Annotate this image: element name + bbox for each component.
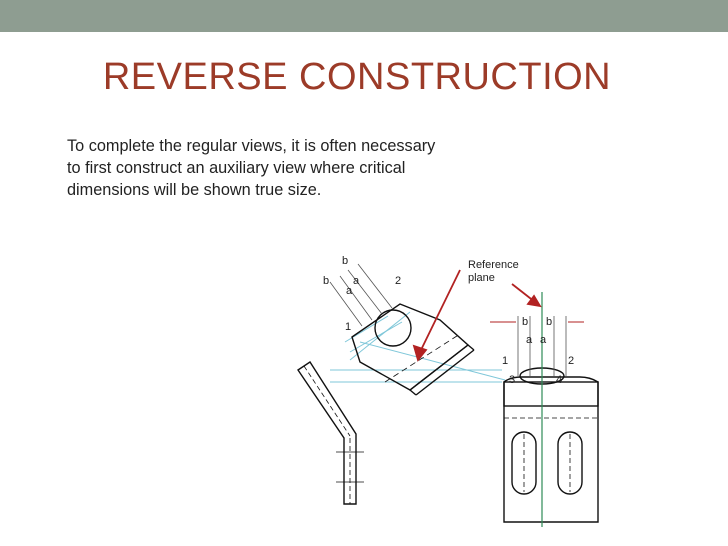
aux-label-b: b — [323, 275, 330, 287]
regular-view — [504, 368, 598, 522]
right-label-a-right: a — [540, 334, 547, 346]
top-band — [0, 0, 728, 32]
right-label-b-right: b — [546, 316, 553, 328]
aux-label-2: 2 — [395, 275, 402, 287]
aux-label-1: 1 — [345, 321, 352, 333]
right-label-b-left: b — [522, 316, 529, 328]
technical-drawing — [290, 242, 600, 532]
right-label-2: 2 — [568, 355, 575, 367]
reference-arrows — [414, 270, 584, 360]
slide-body-text: To complete the regular views, it is often necessary to first construct an auxiliary view where critical dimensions will be shown true size. — [67, 137, 436, 199]
right-label-a-left: a — [526, 334, 533, 346]
right-label-4: 4 — [556, 374, 563, 386]
right-label-1: 1 — [502, 355, 509, 367]
reference-label-line2: plane — [468, 272, 495, 284]
right-label-3: 3 — [509, 374, 516, 386]
slide-title: REVERSE CONSTRUCTION — [102, 56, 612, 98]
aux-label-b-top: b — [342, 255, 349, 267]
reference-label-line1: Reference — [468, 259, 519, 271]
drawing-svg — [290, 242, 600, 532]
side-view — [298, 362, 364, 504]
aux-label-a: a — [353, 275, 360, 287]
aux-label-a-lower: a — [346, 285, 353, 297]
